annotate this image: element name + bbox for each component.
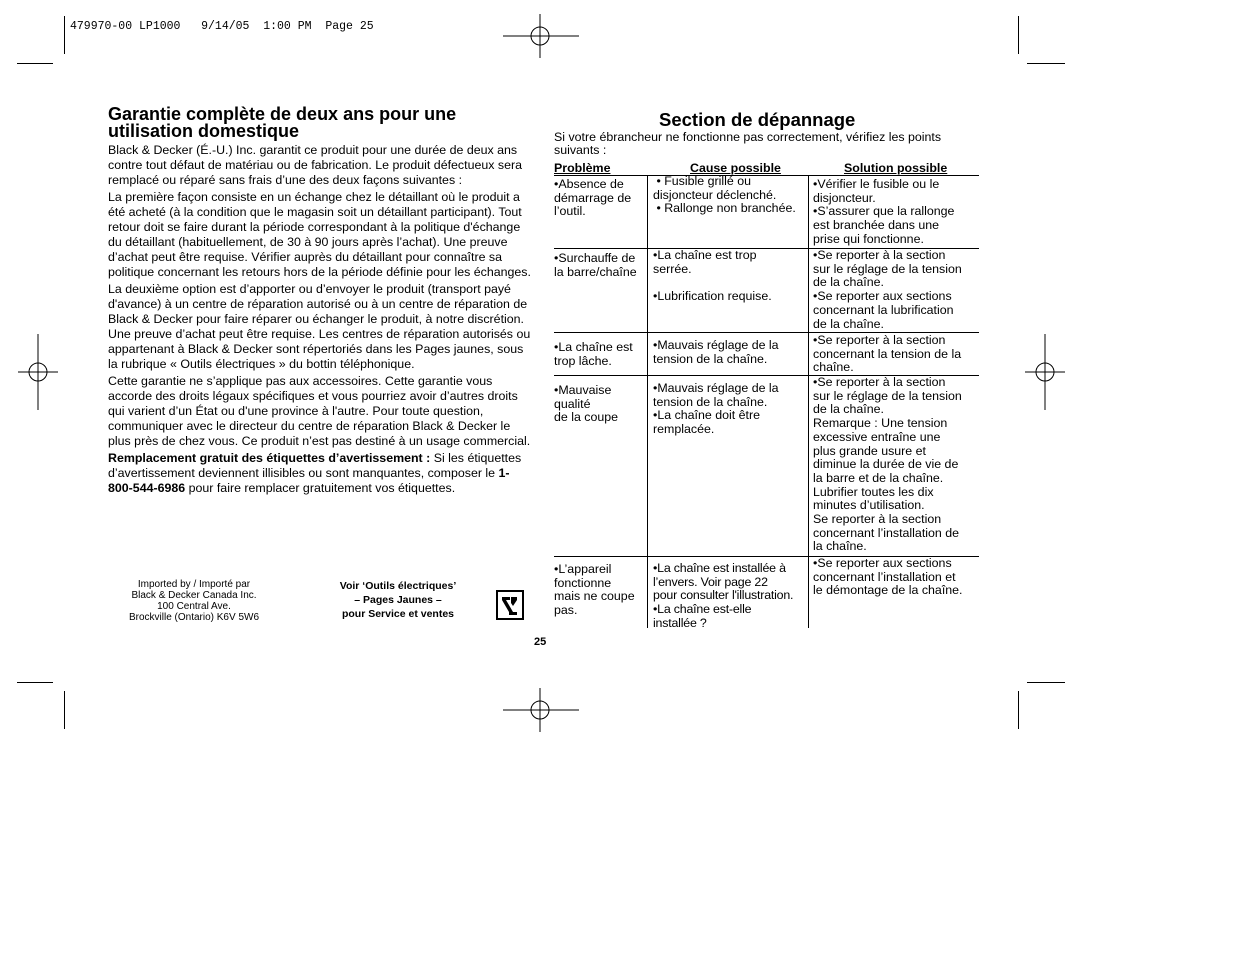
label-replacement-paragraph: Remplacement gratuit des étiquettes d’avertissement : Si les étiquettes d’avertissement deviennent illisibles ou sont manquantes, composer le 1-800-544-6986 pour faire remplacer gratuitement vos étiquettes. (108, 451, 522, 495)
warranty-paragraph-4: Cette garantie ne s’applique pas aux accessoires. Cette garantie vous accorde des droits légaux spécifiques et vous pourriez avoir d’autres droits qui varient d’un État ou d'une province à l'autre. Pour toute question, communiquer avec le directeur du centre de réparation Black & Decker le plus près de chez vous. Ce produit n’est pas destiné à un usage commercial. (108, 374, 531, 448)
warranty-section (108, 106, 532, 498)
problem-cell: •La chaîne est trop lâche. (554, 340, 633, 368)
registration-mark-right (1025, 334, 1065, 410)
yellow-pages-logo-icon (496, 590, 524, 620)
yellow-pages-note: Voir ‘Outils électriques’ – Pages Jaunes – pour Service et ventes (339, 580, 457, 620)
header-cause: Cause possible (690, 161, 781, 175)
troubleshooting-title: Section de dépannage (659, 109, 856, 130)
problem-cell: •Absence de démarrage de l’outil. (554, 177, 632, 219)
solution-cell: •Se reporter à la section sur le réglage de la tension de la chaîne. Remarque : Une tension excessive entraîne une plus grande usure et diminue la durée de vie de la barre et de la chaîne. Lubrifier toutes les dix minutes d’utilisation. Se reporter à la section concernant l’installation de la chaîne. (813, 375, 962, 554)
cause-cell: • Fusible grillé ou disjoncteur déclenché. • Rallonge non branchée. (653, 174, 796, 216)
problem-cell: •L’appareil fonctionne mais ne coupe pas. (554, 562, 635, 618)
warranty-paragraph-3: La deuxième option est d’apporter ou d’envoyer le produit (transport payé d'avance) à un centre de réparation autorisé ou à un centre de réparation de Black & Decker pour faire réparer ou échanger le produit, à notre discrétion. Une preuve d’achat peut être requise. Les centres de réparation autorisés ou appartenant à Black & Decker sont répertoriés dans les Pages jaunes, sous la rubrique « Outils électriques » du bottin téléphonique. (108, 282, 531, 371)
troubleshooting-intro: Si votre ébrancheur ne fonctionne pas correctement, vérifiez les points suivants : (554, 130, 942, 157)
solution-cell: •Se reporter à la section concernant la tension de la chaîne. (813, 333, 962, 375)
solution-cell: •Vérifier le fusible ou le disjoncteur. •S’assurer que la rallonge est branchée dans une prise qui fonctionne. (813, 177, 955, 246)
cause-cell: •Mauvais réglage de la tension de la chaîne. •La chaîne doit être remplacée. (653, 381, 779, 437)
registration-mark-left (18, 334, 58, 410)
problem-cell: •Surchauffe de la barre/chaîne (554, 251, 637, 279)
header-problem: Problème (554, 161, 611, 175)
label-replacement-heading: Remplacement gratuit des étiquettes d’avertissement : (108, 451, 431, 465)
page-number: 25 (534, 636, 547, 648)
solution-cell: •Se reporter à la section sur le réglage de la tension de la chaîne. •Se reporter aux sections concernant la lubrification de la chaîne. (813, 248, 962, 331)
warranty-paragraph-2: La première façon consiste en un échange chez le détaillant où le produit a été acheté (à la condition que le magasin soit un détaillant participant). Tout retour doit se faire durant la période correspondant à la politique d'échange du détaillant (habituellement, de 30 à 90 jours après l’achat). Une preuve d’achat peut être requise. Vérifier auprès du détaillant pour connaître sa politique concernant les retours hors de la période définie pour les échanges. (108, 190, 531, 279)
phone-number: 1-800-544-6986 (108, 466, 510, 495)
solution-cell: •Se reporter aux sections concernant l’installation et le démontage de la chaîne. (813, 556, 963, 598)
warranty-title: Garantie complète de deux ans pour une utilisation domestique (108, 104, 457, 141)
importer-address: Imported by / Importé par Black & Decker Canada Inc. 100 Central Ave. Brockville (Ontario) K6V 5W6 (128, 579, 260, 623)
cause-cell: •Mauvais réglage de la tension de la chaîne. (653, 338, 779, 366)
header-solution: Solution possible (844, 161, 948, 175)
problem-cell: •Mauvaise qualité de la coupe (554, 383, 619, 425)
warranty-paragraph-1: Black & Decker (É.-U.) Inc. garantit ce produit pour une durée de deux ans contre tout défaut de matériau ou de fabrication. Le produit défectueux sera remplacé ou réparé sans frais d’une des deux façons suivantes : (108, 143, 522, 187)
cause-cell: •La chaîne est trop serrée. •Lubrification requise. (653, 248, 772, 304)
cause-cell: •La chaîne est installée à l’envers. Voir page 22 pour consulter l'illustration. •La chaîne est-elle installée ? (653, 561, 794, 630)
registration-mark-top (503, 14, 579, 58)
registration-mark-bottom (503, 688, 579, 732)
print-slug: 479970-00 LP1000 9/14/05 1:00 PM Page 25 (70, 20, 374, 33)
